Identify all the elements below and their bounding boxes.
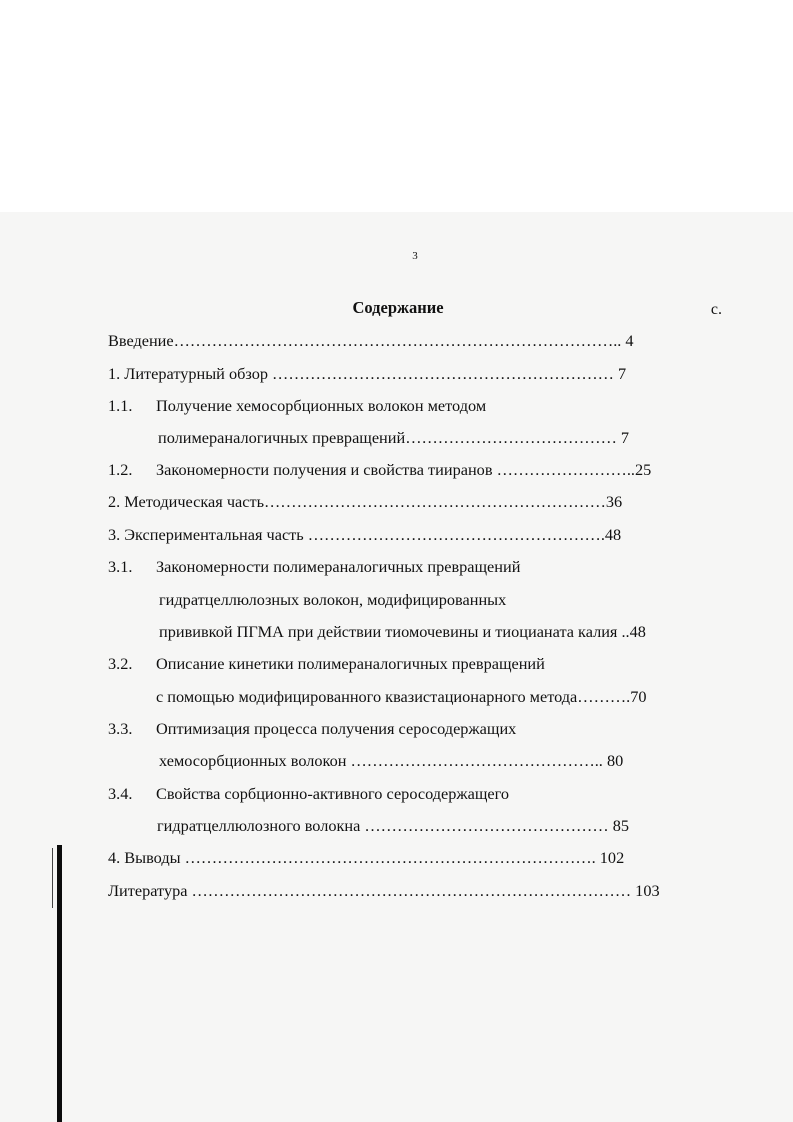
toc-entry-title: Свойства сорбционно-активного серосодержащего: [156, 784, 510, 803]
toc-entry-title: Получение хемосорбционных волокон методом: [156, 396, 487, 415]
toc-entry-title: Оптимизация процесса получения серосодержащих: [156, 719, 517, 738]
toc-entry-conclusions: 4. Выводы …………………………………………………………………. 102: [108, 848, 625, 867]
toc-entry-experimental: 3. Экспериментальная часть ……………………………………………….48: [108, 525, 622, 544]
toc-entry-references: Литература ……………………………………………………………………… 103: [108, 881, 660, 900]
toc-number: 1.1.: [108, 396, 133, 415]
toc-entry-title: гидратцеллюлозных волокон, модифицированных: [159, 590, 507, 609]
toc-entry-title: хемосорбционных волокон ……………………………………….. 80: [159, 751, 624, 770]
toc-entry-title: Закономерности получения и свойства тииранов ……………………..25: [156, 460, 652, 479]
page-title: Содержание: [352, 298, 444, 317]
toc-entry-title: гидратцеллюлозного волокна ……………………………………… 85: [157, 816, 629, 835]
toc-entry-introduction: Введение……………………………………………………………………….. 4: [108, 331, 634, 350]
scan-binding-edge: [57, 845, 62, 1122]
toc-entry-methods: 2. Методическая часть………………………………………………………36: [108, 492, 623, 511]
toc-entry-title: прививкой ПГМА при действии тиомочевины и тиоцианата калия ..48: [159, 622, 646, 641]
toc-number: 1.2.: [108, 460, 133, 479]
page-column-header: с.: [710, 301, 722, 318]
toc-number: 3.2.: [108, 654, 133, 673]
toc-number: 3.3.: [108, 719, 133, 738]
page-number: 3: [412, 250, 418, 262]
toc-number: 3.1.: [108, 557, 133, 576]
toc-entry-title: Описание кинетики полимераналогичных превращений: [156, 654, 545, 673]
toc-entry-title: с помощью модифицированного квазистационарного метода……….70: [156, 687, 647, 706]
toc-entry-title: полимераналогичных превращений………………………………… 7: [158, 428, 630, 447]
toc-entry-literature-review: 1. Литературный обзор ……………………………………………………… 7: [108, 364, 627, 383]
scan-margin-mark: [52, 848, 53, 908]
toc-entry-title: Закономерности полимераналогичных превращений: [156, 557, 521, 576]
toc-number: 3.4.: [108, 784, 133, 803]
